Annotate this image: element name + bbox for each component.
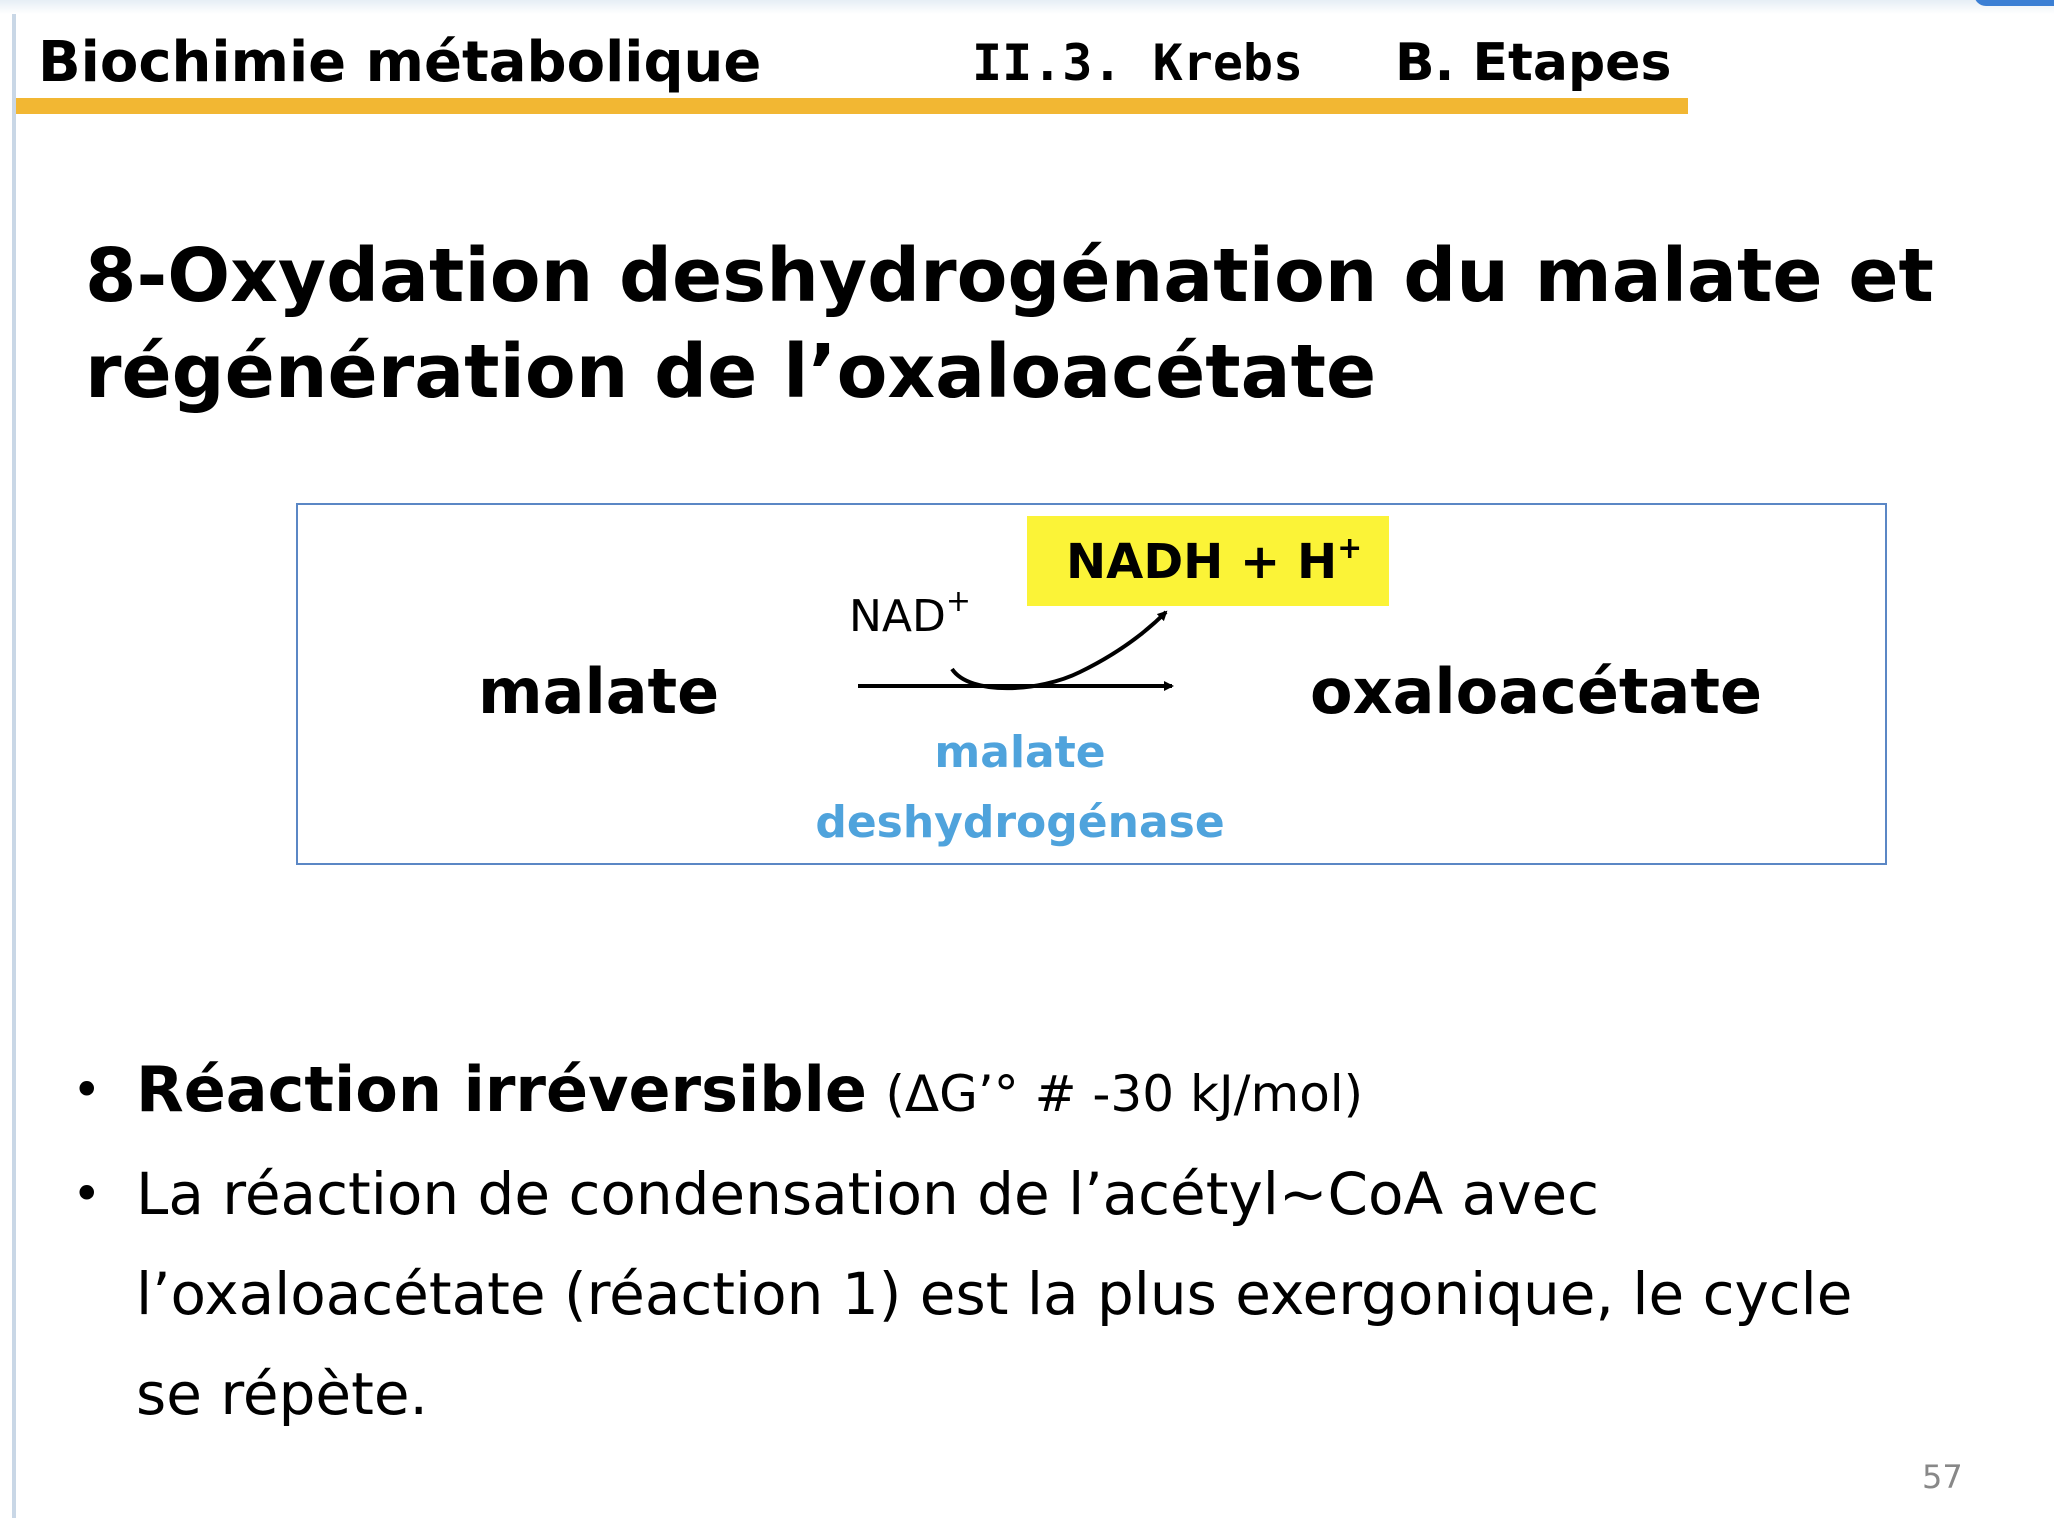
cofactor-output-label: NADH + H+ <box>1066 531 1363 590</box>
page-number: 57 <box>1922 1458 1963 1496</box>
bullet-delta-g-note: (ΔG’° # -30 kJ/mol) <box>885 1065 1364 1123</box>
bullet-marker: • <box>72 1165 102 1223</box>
slide-title-line-2: régénération de l’oxaloacétate <box>85 329 1377 415</box>
enzyme-label-line-1: malate <box>934 727 1106 778</box>
bullet-strong-text: Réaction irréversible <box>136 1053 867 1126</box>
bullet-list <box>60 1040 2020 1444</box>
header-underline-bar <box>16 98 1688 114</box>
bullet-irreversible <box>60 1040 2020 1144</box>
slide-title-line-1: 8-Oxydation deshydrogénation du malate et <box>85 233 1934 319</box>
bullet-line-3: se répète. <box>136 1360 428 1428</box>
window-top-edge <box>0 0 2054 14</box>
header-section: II.3. Krebs <box>972 34 1304 92</box>
bullet-marker: • <box>72 1061 102 1119</box>
enzyme-label-line-2: deshydrogénase <box>815 797 1225 848</box>
cofactor-input-charge: + <box>945 584 972 619</box>
bullet-line-1: La réaction de condensation de l’acétyl~CoA avec <box>136 1160 1600 1228</box>
substrate-label: malate <box>478 655 720 728</box>
window-corner-accent <box>1974 0 2054 6</box>
slide-left-border <box>12 14 16 1518</box>
product-label: oxaloacétate <box>1310 655 1763 728</box>
slide-title <box>85 228 1985 420</box>
cofactor-output-charge: + <box>1337 531 1363 566</box>
cofactor-input-label: NAD+ <box>849 584 972 642</box>
bullet-line-2: l’oxaloacétate (réaction 1) est la plus exergonique, le cycle <box>136 1260 1853 1328</box>
enzyme-label <box>790 718 1250 858</box>
header-step: B. Etapes <box>1395 33 1672 93</box>
bullet-condensation <box>60 1144 2020 1444</box>
header-subject: Biochimie métabolique <box>38 30 762 95</box>
